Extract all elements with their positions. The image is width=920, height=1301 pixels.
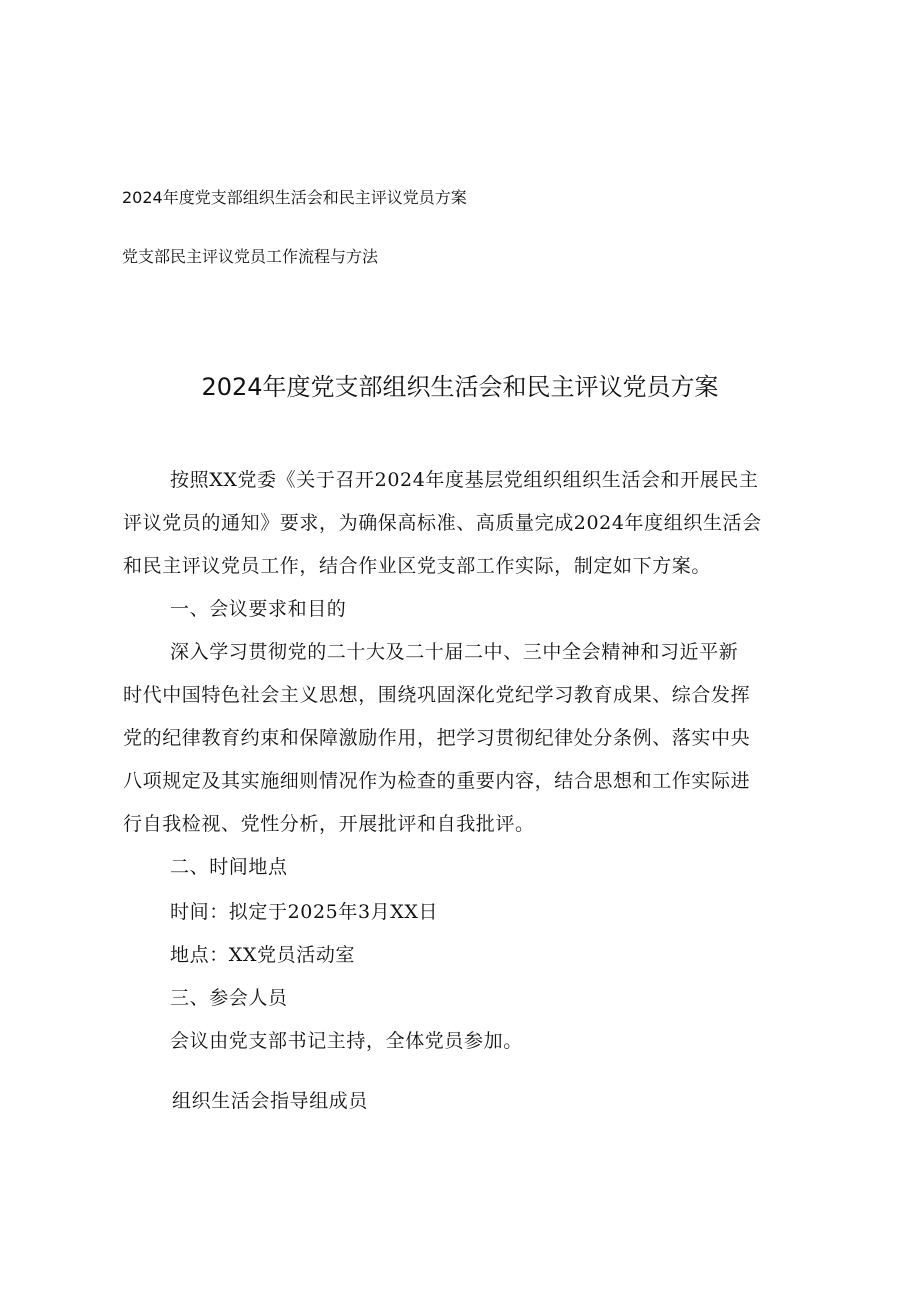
guidance-group-heading: 组织生活会指导组成员: [172, 1090, 369, 1112]
intro-line-3: 和民主评议党员工作，结合作业区党支部工作实际，制定如下方案。: [123, 555, 712, 577]
meeting-place: 地点：XX党员活动室: [170, 944, 356, 966]
intro-line-1: 按照XX党委《关于召开2024年度基层党组织组织生活会和开展民主: [170, 469, 759, 491]
intro-line-2: 评议党员的通知》要求，为确保高标准、高质量完成2024年度组织生活会: [123, 512, 762, 534]
section-3-heading: 三、参会人员: [170, 987, 288, 1009]
section-1-line-1: 深入学习贯彻党的二十大及二十届二中、三中全会精神和习近平新: [170, 641, 739, 663]
toc-line-2: 党支部民主评议党员工作流程与方法: [122, 247, 379, 266]
meeting-time: 时间：拟定于2025年3月XX日: [170, 901, 439, 923]
section-1-line-2: 时代中国特色社会主义思想，围绕巩固深化党纪学习教育成果、综合发挥: [123, 684, 751, 706]
section-1-line-5: 行自我检视、党性分析，开展批评和自我批评。: [123, 813, 535, 835]
toc-line-1: 2024年度党支部组织生活会和民主评议党员方案: [122, 188, 467, 207]
section-3-line-1: 会议由党支部书记主持，全体党员参加。: [170, 1030, 523, 1052]
section-1-heading: 一、会议要求和目的: [170, 598, 347, 620]
section-1-line-4: 八项规定及其实施细则情况作为检查的重要内容，结合思想和工作实际进: [123, 770, 751, 792]
document-title: 2024年度党支部组织生活会和民主评议党员方案: [201, 373, 719, 401]
section-1-line-3: 党的纪律教育约束和保障激励作用，把学习贯彻纪律处分条例、落实中央: [123, 727, 751, 749]
section-2-heading: 二、时间地点: [170, 856, 288, 878]
